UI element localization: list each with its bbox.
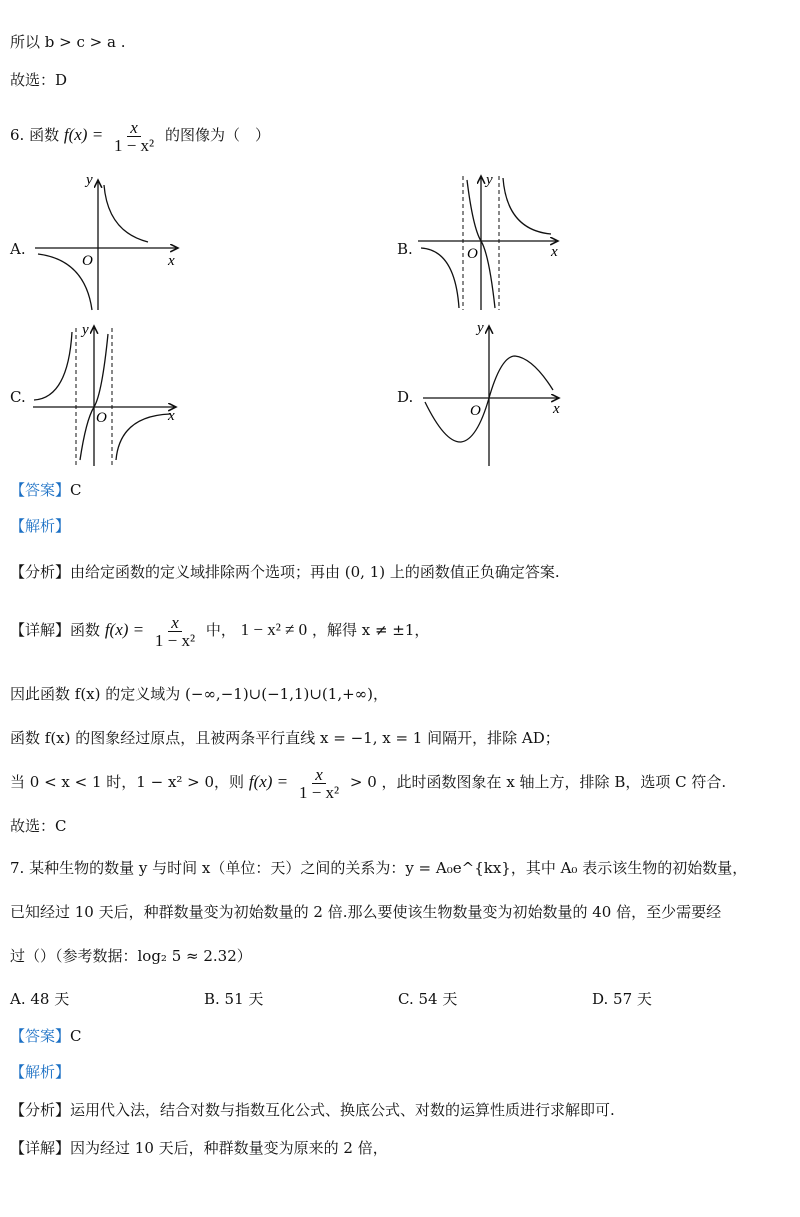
graph-a — [30, 170, 190, 320]
graph-a-x-label: x — [168, 253, 175, 269]
q7-choice-b: B. 51 天 — [204, 990, 264, 1008]
graph-d-origin: O — [470, 403, 481, 419]
q6-xj-fraction — [152, 614, 198, 649]
q6-xj-1c: ，解得 x ≠ ±1， — [311, 621, 430, 639]
graph-c-y-label: y — [82, 322, 89, 338]
q6-xj4-frac-den: 1 − x² — [298, 782, 340, 802]
q7-choice-c: C. 54 天 — [398, 990, 458, 1008]
q6-xiangjie-tag: 【详解】 — [10, 621, 71, 639]
q6-fenxi-tag: 【分析】 — [10, 563, 71, 581]
q7-xiangjie-text: 因为经过 10 天后，种群数量变为原来的 2 倍， — [70, 1139, 388, 1157]
graph-c-origin: O — [96, 410, 107, 426]
q7-jiexi: 【解析】 — [10, 1063, 71, 1081]
q6-xj4-frac-num: x — [312, 766, 326, 784]
q6-fenxi-text: 由给定函数的定义域排除两个选项；再由 (0, 1) 上的函数值正负确定答案. — [70, 563, 560, 581]
q7-fenxi-line — [10, 1098, 615, 1122]
q7-line2: 已知经过 10 天后，种群数量变为初始数量的 2 倍.那么要使该生物数量变为初始数量的 40 倍，至少需要经 — [10, 903, 722, 921]
graph-a-origin: O — [82, 253, 93, 269]
q6-answer: C — [70, 481, 82, 499]
q6-xj-cond: 1 − x² ≠ 0 — [240, 620, 308, 639]
graph-b-curve-right — [503, 178, 551, 234]
graph-d — [415, 318, 575, 468]
q7-line3: 过（）（参考数据：log₂ 5 ≈ 2.32） — [10, 947, 252, 965]
graph-c-curve-left — [34, 332, 72, 400]
q7-choice-d: D. 57 天 — [592, 990, 652, 1008]
q6-fx: f(x) = — [63, 125, 104, 144]
q6-fraction — [111, 119, 157, 154]
q6-xj-line4 — [10, 764, 726, 801]
q6-frac-num: x — [127, 119, 141, 137]
graph-c — [30, 320, 190, 470]
q6-jiexi: 【解析】 — [10, 517, 71, 535]
q6-xj-1a: 函数 — [70, 621, 101, 639]
q6-xj-1b: 中， — [205, 621, 236, 639]
prev-conclusion: 所以 b > c > a . — [10, 33, 126, 51]
q6-answer-line — [10, 478, 82, 502]
q6-xj-line3: 函数 f(x) 的图象经过原点，且被两条平行直线 x = −1, x = 1 间隔开，排除 AD； — [10, 729, 560, 747]
prev-answer: 故选：D — [10, 71, 68, 89]
q7-answer: C — [70, 1027, 82, 1045]
graph-c-curve-right — [116, 414, 170, 460]
q6-xj-frac-den: 1 − x² — [154, 630, 196, 650]
q6-stem — [10, 118, 270, 154]
option-d-label: D. — [397, 388, 414, 406]
q6-xj-fx: f(x) = — [104, 620, 145, 639]
q6-final: 故选：C — [10, 817, 67, 835]
q7-line1: 7. 某种生物的数量 y 与时间 x（单位：天）之间的关系为：y = A₀e^{kx}，其中 A₀ 表示该生物的初始数量， — [10, 859, 748, 877]
graph-b — [415, 168, 575, 318]
graph-b-x-label: x — [551, 244, 558, 260]
q6-xj4-fraction — [296, 766, 342, 801]
q7-choice-a: A. 48 天 — [10, 990, 70, 1008]
option-b-label: B. — [397, 240, 413, 258]
q7-fenxi-text: 运用代入法，结合对数与指数互化公式、换底公式、对数的运算性质进行求解即可. — [70, 1101, 615, 1119]
graph-a-y-label: y — [86, 172, 93, 188]
q7-xiangjie-tag: 【详解】 — [10, 1139, 71, 1157]
q6-xj-4a: 当 0 < x < 1 时，1 − x² > 0，则 — [10, 773, 245, 791]
graph-d-y-label: y — [477, 320, 484, 336]
q7-answer-line — [10, 1024, 82, 1048]
graph-b-curve-left — [421, 248, 459, 308]
q6-frac-den: 1 − x² — [113, 135, 155, 155]
q6-prefix: 6. 函数 — [10, 126, 60, 144]
graph-c-x-label: x — [168, 408, 175, 424]
graph-b-y-label: y — [486, 172, 493, 188]
q6-xj-line2: 因此函数 f(x) 的定义域为 (−∞,−1)∪(−1,1)∪(1,+∞)， — [10, 685, 389, 703]
q7-fenxi-tag: 【分析】 — [10, 1101, 71, 1119]
graph-a-curve-right — [104, 185, 148, 242]
q6-suffix: 的图像为（ ） — [164, 126, 270, 144]
q6-xiangjie-line1 — [10, 612, 429, 649]
q7-answer-tag: 【答案】 — [10, 1027, 71, 1045]
option-a-label: A. — [10, 240, 26, 258]
q6-answer-tag: 【答案】 — [10, 481, 71, 499]
q6-fenxi-line — [10, 560, 560, 584]
q6-xj4-fx: f(x) = — [248, 772, 289, 791]
q7-xiangjie-line — [10, 1136, 388, 1160]
graph-d-x-label: x — [553, 401, 560, 417]
q6-xj-4b: > 0 ，此时函数图象在 x 轴上方，排除 B，选项 C 符合. — [349, 773, 727, 791]
q6-xj-frac-num: x — [168, 614, 182, 632]
option-c-label: C. — [10, 388, 26, 406]
graph-b-origin: O — [467, 246, 478, 262]
